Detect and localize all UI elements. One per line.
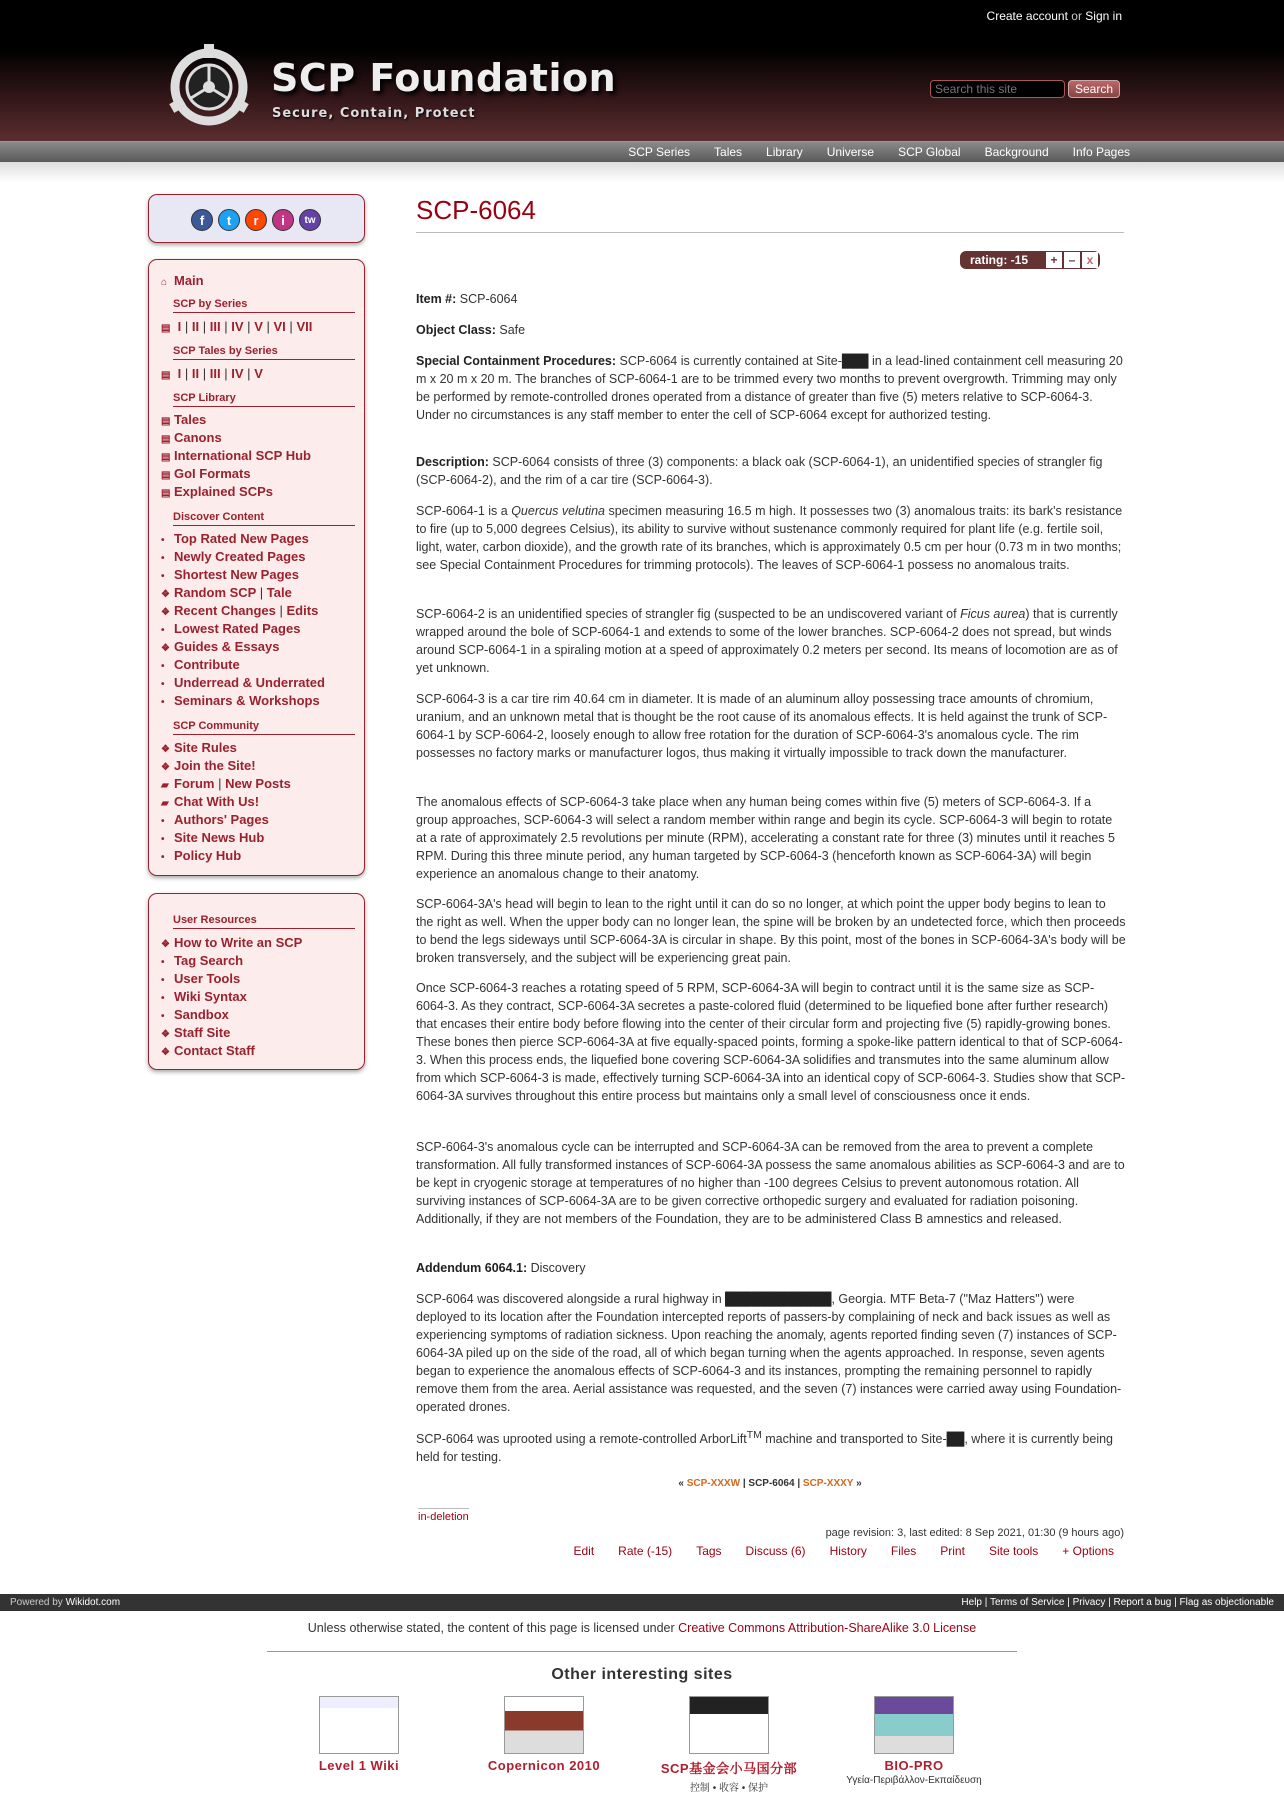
series-4[interactable]: IV	[231, 319, 244, 334]
join-icon: ❖	[161, 762, 170, 773]
option-history[interactable]: History	[829, 1544, 867, 1558]
top-nav-library[interactable]: Library	[766, 145, 803, 159]
chat-icon: ▰	[161, 798, 169, 809]
menu-new-posts[interactable]: New Posts	[225, 776, 291, 791]
menu-authors[interactable]	[161, 812, 269, 827]
menu-library-goi-label: GoI Formats	[174, 466, 251, 481]
menu-news-hub[interactable]	[161, 830, 264, 845]
paragraph-head: SCP-6064-3A's head will begin to lean to the right until it can do so no longer, at which point the upper body begins to lean to the right as well. When the upper body can no longer lean, the spine will be broken by an undetected force, which then proceeds to bend the legs sideways until SCP-6064-3A is circular in shape. By this point, most of the bones in SCP-6064-3A's body will be broken transversely, and the subject will be experiencing great pain.	[416, 897, 1126, 965]
menu-contribute[interactable]	[161, 657, 240, 672]
other-site-1[interactable]	[279, 1696, 439, 1773]
doc-icon: ▤	[161, 416, 171, 427]
bullet-icon: •	[161, 661, 165, 672]
res-contact-staff[interactable]	[161, 1043, 255, 1058]
top-nav-info-pages[interactable]: Info Pages	[1072, 145, 1130, 159]
scp-logo-icon[interactable]	[164, 42, 254, 132]
res-how-to-write-label: How to Write an SCP	[174, 935, 303, 950]
side-menu	[148, 259, 365, 876]
res-sandbox[interactable]	[161, 1007, 229, 1022]
res-wiki-syntax[interactable]	[161, 989, 247, 1004]
bullet-icon: •	[161, 625, 165, 636]
menu-recent-row: ❖ Recent Changes | Edits	[161, 603, 319, 618]
menu-random-scp[interactable]: Random SCP	[174, 585, 257, 600]
nav-current: SCP-6064	[748, 1478, 795, 1489]
home-icon: ⌂	[161, 277, 168, 288]
top-nav-background[interactable]: Background	[984, 145, 1049, 159]
menu-underread[interactable]	[161, 675, 325, 690]
scp-text-1: SCP-6064 is currently contained at Site-	[619, 354, 842, 368]
doc-icon: ▤	[161, 452, 171, 463]
menu-join-label: Join the Site!	[174, 758, 256, 773]
option-files[interactable]: Files	[890, 1544, 917, 1558]
top-nav-scp-global[interactable]: SCP Global	[898, 145, 961, 159]
nav-next-link[interactable]: SCP-XXXY	[802, 1478, 854, 1489]
p9-b: machine and transported to Site-	[761, 1432, 947, 1447]
res-sandbox-label: Sandbox	[174, 1007, 229, 1022]
site-thumbnail[interactable]	[689, 1696, 769, 1754]
p8-b: , Georgia. MTF Beta-7 ("Maz Hatters") were deployed to its location after the Foundation intercepted reports of passers-by complaining of neck and back issues as well as experiencing symptoms of radiation sickness. Upon reaching the anomaly, agents reported finding seven (7) instances of SCP-6064-3A piled up on the side of the road, all of which began turning when the agents approached. In response, seven agents began to experience the anomalous effects of SCP-6064-3 and its instances, prompting the remaining personnel to rapidly remove them from the area. Aerial assistance was requested, and the seven (7) instances were carried away using Foundation-operated drones.	[416, 1292, 1122, 1414]
menu-contribute-label: Contribute	[174, 657, 240, 672]
menu-library-intl-hub[interactable]	[161, 448, 311, 463]
scp-text-2: in a lead-lined containment cell measuring 20 m x 20 m x 20 m. The branches of SCP-6064-1 are to be trimmed every two months to prevent overgrowth. Trimming may only be performed by remote-controlled drones operated from a distance of greater than five (5) meters relative to SCP-6064-3. Under no circumstances is any staff member to enter the cell of SCP-6064 except for authorized testing.	[416, 354, 1123, 422]
menu-random-row: ❖ Random SCP | Tale	[161, 585, 292, 600]
page-title: SCP-6064	[416, 195, 1124, 233]
site-description: 控制 • 收容 • 保护	[689, 1783, 769, 1794]
contact-icon: ❖	[161, 1047, 170, 1058]
menu-site-rules-label: Site Rules	[174, 740, 237, 755]
menu-tales-row: ▤ I | II | III | IV | V	[161, 366, 263, 381]
menu-series-row: ▤ I | II | III | IV | V | VI | VII	[161, 319, 313, 334]
menu-join[interactable]	[161, 758, 256, 773]
site-name[interactable]: Copernicon 2010	[487, 1758, 601, 1773]
menu-library-goi[interactable]	[161, 466, 251, 481]
license-text: Unless otherwise stated, the content of this page is licensed under	[307, 1621, 679, 1635]
description	[416, 453, 1126, 489]
menu-guides[interactable]	[161, 639, 280, 654]
divider	[267, 1651, 1017, 1652]
menu-library-canons[interactable]	[161, 430, 222, 445]
license-notice	[0, 1621, 1284, 1635]
tales-3[interactable]: III	[209, 366, 221, 381]
account-links	[987, 9, 1122, 23]
twitter-icon[interactable]: t	[218, 209, 240, 231]
bullet-icon: •	[161, 834, 165, 845]
option-tags[interactable]: Tags	[696, 1544, 722, 1558]
item-number	[416, 290, 1126, 308]
nav-prev-link[interactable]: SCP-XXXW	[686, 1478, 741, 1489]
bullet-icon: •	[161, 535, 165, 546]
footer-bar	[0, 1594, 1284, 1611]
addendum-value: Discovery	[530, 1261, 586, 1275]
site-subtitle: Secure, Contain, Protect	[272, 106, 476, 121]
bullet-icon: •	[161, 1011, 165, 1022]
forum-icon: ▰	[161, 780, 169, 791]
menu-heading-resources: User Resources	[173, 914, 355, 929]
bullet-icon: •	[161, 957, 165, 968]
rating-value: rating: -15	[970, 253, 1029, 267]
doc-icon: ▤	[161, 434, 171, 445]
create-account-link[interactable]: Create account	[986, 9, 1068, 23]
option-edit[interactable]: Edit	[573, 1544, 595, 1558]
rating-module	[960, 251, 1100, 269]
menu-library-explained-label: Explained SCPs	[174, 484, 273, 499]
item-label: Item #:	[416, 292, 457, 306]
menu-heading-discover: Discover Content	[173, 511, 355, 526]
menu-authors-label: Authors' Pages	[174, 812, 269, 827]
p9-c: , where it is currently being held for testing.	[416, 1432, 1114, 1465]
containment-procedures	[416, 352, 1126, 424]
option-print[interactable]: Print	[940, 1544, 965, 1558]
social-box	[148, 194, 365, 243]
menu-heading-community: SCP Community	[173, 720, 355, 735]
tales-5[interactable]: V	[254, 366, 263, 381]
rate-down-button[interactable]: –	[1064, 252, 1080, 268]
menu-shortest[interactable]	[161, 567, 299, 582]
paragraph-6064-3: SCP-6064-3 is a car tire rim 40.64 cm in diameter. It is made of an aluminum alloy possessing trace amounts of chromium, uranium, and an unknown metal that is thought be the root cause of its anomalous effects. It is held against the trunk of SCP-6064-1 by SCP-6064-2, loosely enough to allow free rotation for the duration of SCP-6064-3's anomalous cycle. The rim possesses no factory marks or manufacturer logos, thus making it virtually impossible to track down the manufacturer.	[416, 692, 1108, 760]
menu-lowest-label: Lowest Rated Pages	[174, 621, 301, 636]
header-shadow	[0, 162, 1284, 182]
site-title[interactable]: SCP Foundation	[271, 56, 617, 100]
menu-top-rated-label: Top Rated New Pages	[174, 531, 309, 546]
random-icon: ❖	[161, 589, 170, 600]
menu-chat-label: Chat With Us!	[174, 794, 260, 809]
menu-guides-label: Guides & Essays	[174, 639, 280, 654]
site-thumbnail[interactable]	[504, 1696, 584, 1754]
p1-a: SCP-6064-1 is a	[416, 504, 512, 518]
footer-links[interactable]: Help | Terms of Service | Privacy | Report a bug | Flag as objectionable	[961, 1597, 1274, 1608]
main-content	[416, 195, 1126, 1558]
item-value: SCP-6064	[459, 292, 518, 306]
menu-forum-row: ▰ Forum | New Posts	[161, 776, 291, 791]
bullet-icon: •	[161, 697, 165, 708]
res-how-to-write[interactable]	[161, 935, 302, 950]
tales-4[interactable]: IV	[231, 366, 244, 381]
menu-main[interactable]	[161, 273, 204, 288]
menu-edits[interactable]: Edits	[286, 603, 319, 618]
rate-cancel-button[interactable]: x	[1082, 252, 1098, 268]
staff-icon: ❖	[161, 1029, 170, 1040]
top-nav-scp-series[interactable]: SCP Series	[628, 145, 691, 159]
bullet-icon: •	[161, 571, 165, 582]
menu-seminars-label: Seminars & Workshops	[174, 693, 320, 708]
series-5[interactable]: V	[254, 319, 263, 334]
menu-news-hub-label: Site News Hub	[174, 830, 265, 845]
bullet-icon: •	[161, 816, 165, 827]
menu-seminars[interactable]	[161, 693, 320, 708]
menu-shortest-label: Shortest New Pages	[174, 567, 299, 582]
desc-label: Description:	[416, 455, 489, 469]
menu-heading-series: SCP by Series	[173, 298, 355, 313]
bullet-icon: •	[161, 852, 165, 863]
res-tag-search-label: Tag Search	[174, 953, 244, 968]
rules-icon: ❖	[161, 744, 170, 755]
doc-icon: ▤	[161, 323, 171, 334]
menu-heading-tales: SCP Tales by Series	[173, 345, 355, 360]
series-3[interactable]: III	[209, 319, 221, 334]
res-wiki-syntax-label: Wiki Syntax	[174, 989, 247, 1004]
option-more[interactable]: + Options	[1062, 1544, 1114, 1558]
series-6[interactable]: VI	[273, 319, 286, 334]
redacted-block: ███	[841, 354, 869, 368]
page-options-bar	[573, 1544, 1114, 1558]
bullet-icon: •	[161, 993, 165, 1004]
menu-heading-library: SCP Library	[173, 392, 355, 407]
menu-newly-created-label: Newly Created Pages	[174, 549, 306, 564]
search-input[interactable]	[930, 80, 1065, 98]
or-text: or	[1071, 9, 1082, 23]
p2-b: ) that is currently wrapped around the bole of SCP-6064-1 and extends to some of the lower branches. SCP-6064-2 does not spread, but winds around SCP-6064-1 in a spiraling motion at a speed of approximately 0.2 meters per second. Its means of locomotion are as of yet unknown.	[416, 607, 1118, 675]
paragraph-6064-2	[416, 605, 1126, 677]
object-class	[416, 321, 1126, 339]
menu-lowest[interactable]	[161, 621, 300, 636]
menu-newly-created[interactable]	[161, 549, 306, 564]
top-nav-tales[interactable]: Tales	[714, 145, 743, 159]
twitch-icon[interactable]: tw	[299, 209, 321, 231]
p9-a: SCP-6064 was uprooted using a remote-controlled ArborLift	[416, 1432, 747, 1447]
option-discuss[interactable]: Discuss (6)	[745, 1544, 806, 1558]
option-site-tools[interactable]: Site tools	[988, 1544, 1039, 1558]
menu-library-intl-hub-label: International SCP Hub	[174, 448, 311, 463]
write-icon: ❖	[161, 939, 170, 950]
res-staff-site[interactable]	[161, 1025, 230, 1040]
scp-label: Special Containment Procedures:	[416, 354, 617, 368]
site-thumbnail[interactable]	[319, 1696, 399, 1754]
desc-text: SCP-6064 consists of three (3) components: a black oak (SCP-6064-1), an unidentified species of strangler fig (SCP-6064-2), and the rim of a car tire (SCP-6064-3).	[416, 455, 1103, 487]
search-button[interactable]: Search	[1068, 80, 1120, 98]
menu-library-tales-label: Tales	[174, 412, 207, 427]
powered-by	[10, 1594, 120, 1611]
addendum-heading	[416, 1259, 1126, 1277]
sign-in-link[interactable]: Sign in	[1085, 9, 1122, 23]
bullet-icon: •	[161, 975, 165, 986]
p1-italic: Quercus velutina	[511, 504, 605, 518]
doc-icon: ▤	[161, 488, 171, 499]
menu-library-explained[interactable]	[161, 484, 273, 499]
rate-up-button[interactable]: +	[1046, 252, 1062, 268]
changes-icon: ❖	[161, 607, 170, 618]
res-staff-site-label: Staff Site	[174, 1025, 231, 1040]
paragraph-effects: The anomalous effects of SCP-6064-3 take place when any human being comes within five (5) meters of SCP-6064-3. If a group approaches, SCP-6064-3 will select a random member within range and begin its cycle. SCP-6064-3 will begin to rotate at a rate of approximately 2.5 revolutions per minute (RPM), accelerating a constant rate for three (3) minutes until it reaches 5 RPM. During this three minute period, any human targeted by SCP-6064-3 (henceforth known as SCP-6064-3A) will begin experience an anomalous change to their anatomy.	[416, 795, 1115, 881]
menu-chat[interactable]	[161, 794, 259, 809]
other-sites-heading: Other interesting sites	[551, 1666, 733, 1683]
reddit-icon[interactable]: r	[245, 209, 267, 231]
p2-italic: Ficus aurea	[960, 607, 1026, 621]
option-rate[interactable]: Rate (-15)	[618, 1544, 673, 1558]
site-thumbnail[interactable]	[874, 1696, 954, 1754]
paragraph-discovery	[416, 1290, 1126, 1416]
top-nav-bar	[0, 141, 1284, 162]
menu-underread-label: Underread & Underrated	[174, 675, 325, 690]
series-2[interactable]: II	[191, 319, 200, 334]
doc-icon: ▤	[161, 470, 171, 481]
guide-icon: ❖	[161, 643, 170, 654]
res-user-tools[interactable]	[161, 971, 240, 986]
paragraph-uproot	[416, 1427, 1126, 1466]
license-link[interactable]: Creative Commons Attribution-ShareAlike 3.0 License	[678, 1621, 977, 1635]
instagram-icon[interactable]: i	[272, 209, 294, 231]
trademark: TM	[746, 1430, 762, 1441]
series-1[interactable]: I	[177, 319, 182, 334]
page-revision: page revision: 3, last edited: 8 Sep 2021, 01:30 (9 hours ago)	[825, 1527, 1124, 1539]
menu-recent-changes[interactable]: Recent Changes	[174, 603, 276, 618]
bullet-icon: •	[161, 679, 165, 690]
tales-2[interactable]: II	[191, 366, 200, 381]
wikidot-link[interactable]: Wikidot.com	[65, 1597, 121, 1608]
menu-top-rated[interactable]	[161, 531, 309, 546]
menu-library-tales[interactable]	[161, 412, 206, 427]
paragraph-contract: Once SCP-6064-3 reaches a rotating speed of 5 RPM, SCP-6064-3A will begin to contract until it is the same size as SCP-6064-3. As they contract, SCP-6064-3A secretes a paste-colored fluid (determined to be liquefied bone after further research) that encases their entire body before flowing into the center of their circular form and projecting five (5) rapidly-growing bones. These bones then pierce SCP-6064-3A at five equally-spaced points, forming a spoke-like pattern identical to that of SCP-6064-3. When this process ends, the liquefied bone covering SCP-6064-3A solidifies and transmutes into the same aluminum allow from which SCP-6064-3 is made, effectively turning SCP-6064-3A into an identical copy of SCP-6064-3. Studies show that SCP-6064-3A survives throughout this entire process but maintains only a small level of consciousness once it ends.	[416, 981, 1126, 1103]
site-name[interactable]: SCP基金会小马国分部	[660, 1761, 798, 1776]
powered-label: Powered by	[10, 1597, 63, 1608]
res-contact-staff-label: Contact Staff	[174, 1043, 255, 1058]
doc-icon: ▤	[161, 370, 171, 381]
paragraph-6064-1	[416, 502, 1126, 574]
site-name[interactable]: BIO-PRO	[884, 1758, 944, 1773]
other-site-2[interactable]	[464, 1696, 624, 1773]
res-user-tools-label: User Tools	[174, 971, 241, 986]
top-nav-universe[interactable]: Universe	[826, 145, 875, 159]
site-name[interactable]: Level 1 Wiki	[318, 1758, 400, 1773]
addendum-label: Addendum 6064.1:	[416, 1261, 528, 1275]
menu-policy-hub[interactable]	[161, 848, 241, 863]
p8-a: SCP-6064 was discovered alongside a rural highway in	[416, 1292, 726, 1306]
other-site-4[interactable]	[834, 1696, 994, 1786]
menu-random-tale[interactable]: Tale	[266, 585, 292, 600]
tales-1[interactable]: I	[177, 366, 182, 381]
site-description: Υγεία-Περιβάλλον-Εκπαίδευση	[846, 1775, 982, 1786]
res-tag-search[interactable]	[161, 953, 243, 968]
page-tag[interactable]: in-deletion	[418, 1508, 469, 1523]
menu-forum[interactable]: Forum	[174, 776, 215, 791]
top-nav	[616, 142, 1142, 162]
series-7[interactable]: VII	[296, 319, 313, 334]
redacted-block: ██	[946, 1432, 965, 1447]
menu-main-label: Main	[174, 273, 204, 288]
menu-library-canons-label: Canons	[174, 430, 222, 445]
bullet-icon: •	[161, 553, 165, 564]
user-resources-box	[148, 893, 365, 1070]
class-value: Safe	[499, 323, 526, 337]
p1-b: specimen measuring 16.5 m high. It possesses two (3) anomalous traits: its bark's resistance to fire (up to 5,000 degrees Celsius), its ability to survive without sustenance commonly required for plant life (e.g. fertile soil, light, water, carbon dioxide), and the growth rate of its branches, which is approximately 0.5 cm per hour (0.73 m in two months; see Special Containment Procedures for trimming protocols). The leaves of SCP-6064-1 possess no anomalous traits.	[416, 504, 1123, 572]
menu-policy-hub-label: Policy Hub	[174, 848, 242, 863]
redacted-block: ████████████	[725, 1292, 832, 1306]
other-site-3[interactable]	[649, 1696, 809, 1794]
class-label: Object Class:	[416, 323, 496, 337]
paragraph-cycle: SCP-6064-3's anomalous cycle can be interrupted and SCP-6064-3A can be removed from the area to prevent a complete transformation. All fully transformed instances of SCP-6064-3A possess the same anomalous abilities as SCP-6064-3 and are to be kept in cryogenic storage at temperatures of no higher than -100 degrees Celsius to prevent autonomous rotation. All surviving instances of SCP-6064-3A are to be given corrective orthopedic surgery and evaluated for radiation poisoning. Additionally, if they are not members of the Foundation, they are to be administered Class B amnestics and released.	[416, 1140, 1125, 1226]
menu-site-rules[interactable]	[161, 740, 237, 755]
series-navigation: « SCP-XXXW | SCP-6064 | SCP-XXXY »	[678, 1478, 862, 1489]
facebook-icon[interactable]: f	[191, 209, 213, 231]
header	[0, 0, 1284, 162]
p2-a: SCP-6064-2 is an unidentified species of strangler fig (suspected to be an undiscovered variant of	[416, 607, 961, 621]
